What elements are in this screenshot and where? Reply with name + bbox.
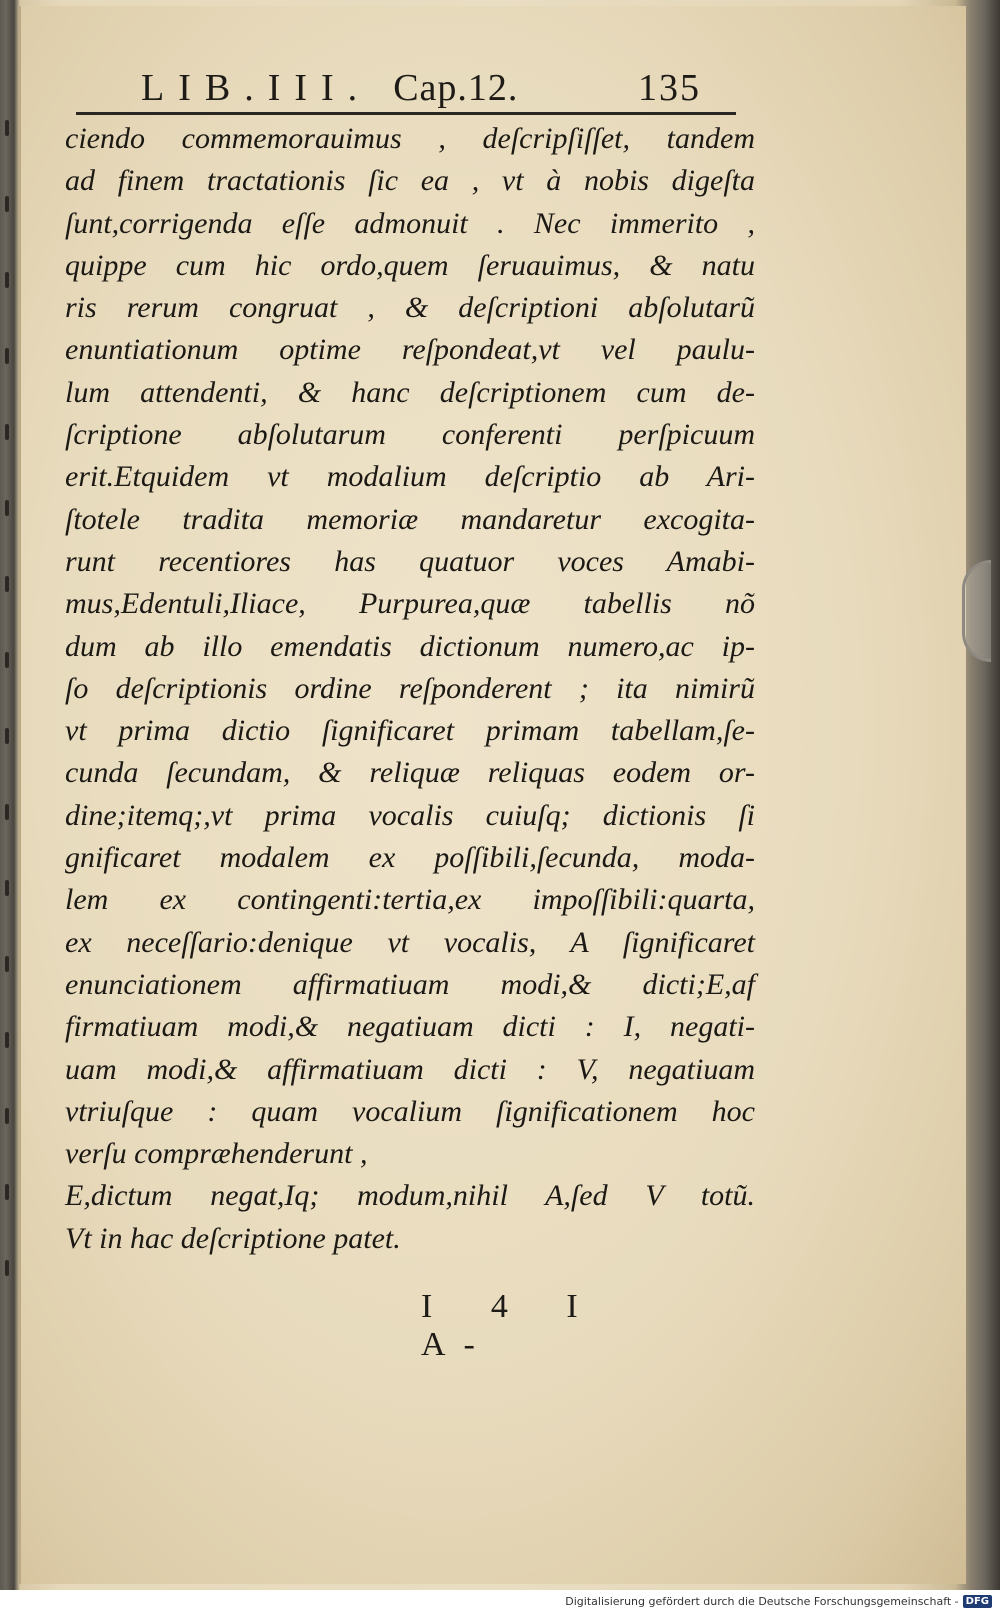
header-book: LIB.: [141, 67, 268, 109]
text-line: enunciationem affirmatiuam modi,& dicti;E,af: [65, 967, 755, 1001]
header-chapter: Cap.12.: [393, 67, 519, 109]
signature-part: 4: [490, 1288, 526, 1325]
binding-edge-marks: [2, 120, 12, 1220]
text-line: dine;itemq;,vt prima vocalis cuiuſq; dictionis ſi: [65, 798, 755, 832]
signature-part: I: [566, 1288, 596, 1325]
text-line: verſu compræhenderunt ,: [65, 1137, 368, 1171]
digitization-credit: [0, 1590, 1000, 1612]
text-line: ex neceſſario:denique vt vocalis, A ſignificaret: [65, 925, 755, 959]
text-line: dum ab illo emendatis dictionum numero,ac ip-: [65, 629, 755, 663]
body-text: [65, 118, 755, 1260]
credit-text: Digitalisierung gefördert durch die Deutsche Forschungsgemeinschaft -: [565, 1594, 959, 1608]
text-line: runt recentiores has quatuor voces Amabi-: [65, 544, 755, 578]
text-line: uam modi,& affirmatiuam dicti : V, negatiuam: [65, 1052, 755, 1086]
signature-part: A-: [421, 1326, 493, 1363]
text-line: firmatiuam modi,& negatiuam dicti : I, negati-: [65, 1010, 755, 1044]
text-line: ſcriptione abſolutarum conferenti perſpicuum: [65, 418, 755, 452]
text-line: cunda ſecundam, & reliquæ reliquas eodem or-: [65, 756, 755, 790]
text-line: mus,Edentuli,Iliace, Purpurea,quæ tabellis nõ: [65, 587, 755, 621]
book-page: [18, 6, 966, 1584]
text-line: erit.Etquidem vt modalium deſcriptio ab Ari-: [65, 460, 755, 494]
text-line: lem ex contingenti:tertia,ex impoſſibili:quarta,: [65, 883, 755, 917]
text-line: enuntiationum optime reſpondeat,vt vel paulu-: [65, 333, 755, 367]
page-clasp: [962, 560, 991, 662]
header-rule: [76, 112, 736, 115]
text-line: ſo deſcriptionis ordine reſponderent ; ita nimirũ: [65, 671, 755, 705]
signature-part: I: [421, 1288, 451, 1325]
text-line: lum attendenti, & hanc deſcriptionem cum de-: [65, 375, 755, 409]
text-line: ſunt,corrigenda eſſe admonuit . Nec immerito ,: [65, 206, 755, 240]
text-line: Vt in hac deſcriptione patet.: [65, 1221, 401, 1255]
text-line: vtriuſque : quam vocalium ſignificationem hoc: [65, 1094, 755, 1128]
text-line: quippe cum hic ordo,quem ſeruauimus, & natu: [65, 248, 755, 282]
text-line: ſtotele tradita memoriæ mandaretur excogita-: [65, 502, 755, 536]
header-book-number: III.: [267, 67, 372, 109]
verse-line: E,dictum negat,Iq; modum,nihil A,ſed V totũ.: [65, 1179, 755, 1213]
running-header: [141, 66, 701, 116]
page-number: 135: [638, 67, 701, 109]
signature-mark: [421, 1288, 691, 1364]
text-line: gnificaret modalem ex poſſibili,ſecunda, moda-: [65, 841, 755, 875]
text-line: vt prima dictio ſignificaret primam tabellam,ſe-: [65, 714, 755, 748]
text-line: ciendo commemorauimus , deſcripſiſſet, tandem: [65, 122, 755, 155]
text-line: ris rerum congruat , & deſcriptioni abſolutarũ: [65, 291, 755, 325]
text-line: ad finem tractationis ſic ea , vt à nobis digeſta: [65, 164, 755, 198]
dfg-logo: DFG: [963, 1595, 992, 1608]
